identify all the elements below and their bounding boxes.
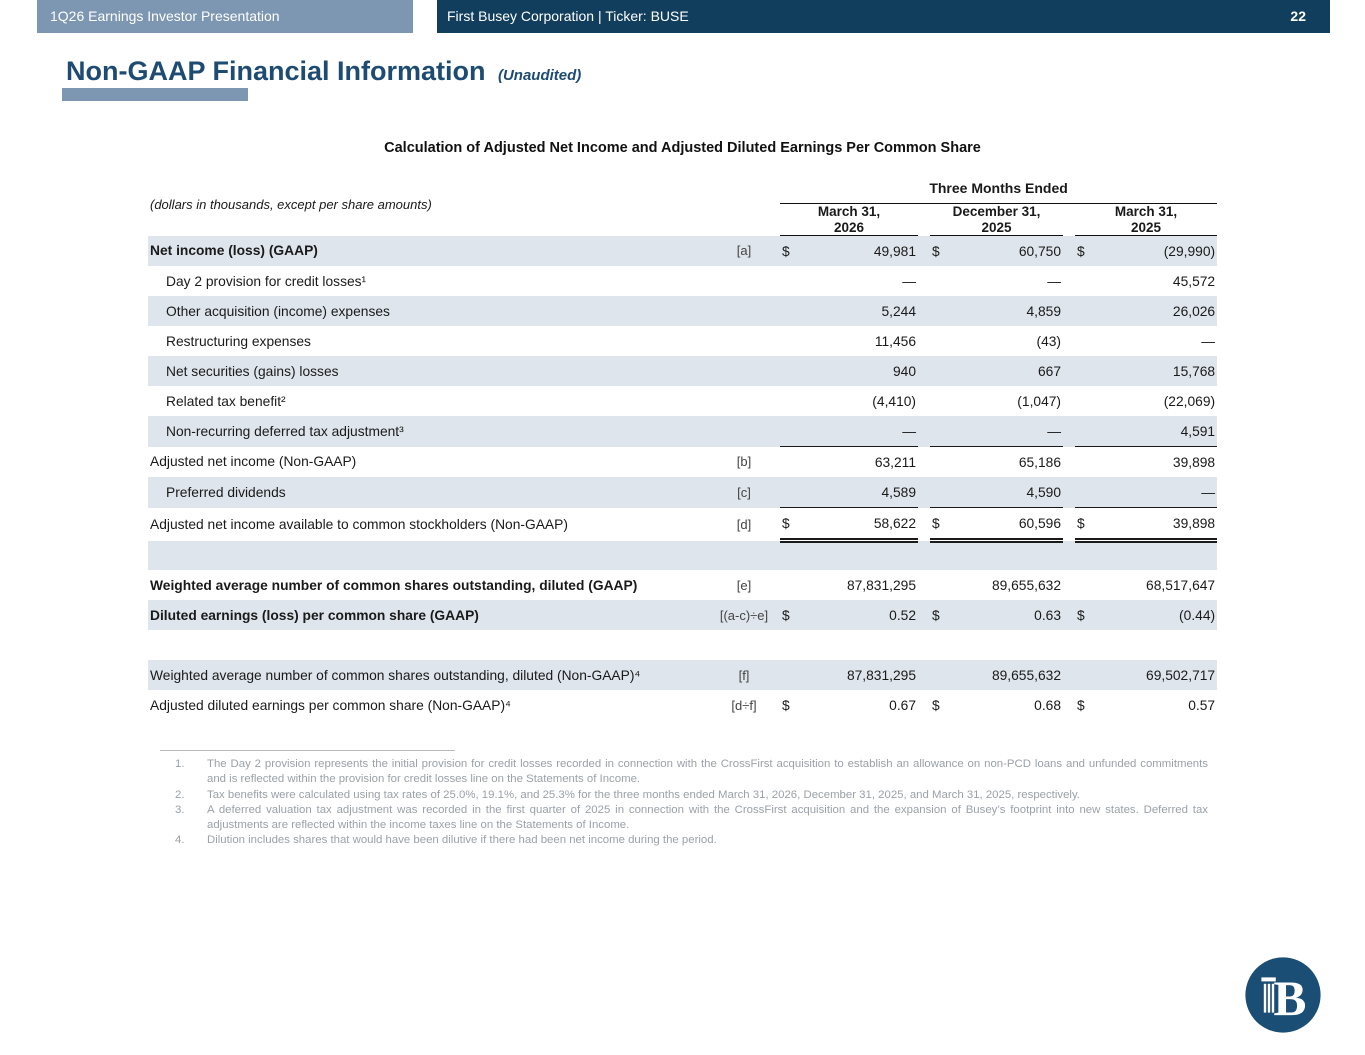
footnote-text: Dilution includes shares that would have been dilutive if there had been net income during the period. xyxy=(207,834,717,847)
cell-value: 39,898 xyxy=(1107,508,1217,541)
row-label: Weighted average number of common shares outstanding, diluted (Non-GAAP)⁴ xyxy=(150,667,641,683)
row-ref: [e] xyxy=(736,577,752,593)
dollar-sign: $ xyxy=(782,697,790,713)
cell-value: 58,622 xyxy=(812,508,918,541)
cell-value: (4,410) xyxy=(872,393,917,409)
cell-value: 45,572 xyxy=(1172,273,1216,289)
row-label: Non-recurring deferred tax adjustment³ xyxy=(166,423,404,439)
footnote-number: 2. xyxy=(175,788,185,801)
table-row xyxy=(148,690,1217,720)
table-row xyxy=(148,386,1217,416)
cell-value: 15,768 xyxy=(1172,363,1216,379)
cell-value: 5,244 xyxy=(881,303,917,319)
cell-value: 0.52 xyxy=(889,607,917,623)
dollar-sign: $ xyxy=(932,607,940,623)
logo-letter: B xyxy=(1273,971,1307,1026)
table-row xyxy=(148,447,1217,478)
footnote-3 xyxy=(160,803,1208,834)
footnote-text: A deferred valuation tax adjustment was recorded in the first quarter of 2025 in connection with the CrossFirst acquisition and the expansion of Busey’s footprint into new states. Deferred tax adjustments are reflected within the income taxes line on the Statements of Income. xyxy=(207,803,1208,832)
table-row xyxy=(148,600,1217,630)
row-label: Related tax benefit² xyxy=(166,393,286,409)
table-row xyxy=(148,266,1217,296)
row-label: Net income (loss) (GAAP) xyxy=(150,243,318,259)
cell-value: — xyxy=(902,273,917,289)
period-1-line2: 2026 xyxy=(833,219,865,235)
dollar-sign: $ xyxy=(1077,607,1085,623)
footnotes-section xyxy=(160,750,1208,849)
title-accent-bar xyxy=(62,88,248,101)
table-row xyxy=(148,416,1217,447)
dollar-sign: $ xyxy=(782,243,790,259)
presentation-tab-label: 1Q26 Earnings Investor Presentation xyxy=(50,8,280,24)
cell-value: (43) xyxy=(1036,333,1062,349)
footnote-number: 3. xyxy=(175,803,185,816)
table-row xyxy=(148,296,1217,326)
dollar-sign: $ xyxy=(782,607,790,623)
cell-value: 49,981 xyxy=(873,243,917,259)
busey-logo xyxy=(1243,955,1323,1035)
presentation-tab xyxy=(37,0,413,33)
cell-value: (1,047) xyxy=(1017,393,1062,409)
cell-value: (29,990) xyxy=(1163,243,1216,259)
cell-value: 87,831,295 xyxy=(846,667,917,683)
cell-value: 11,456 xyxy=(874,333,917,349)
column-header-period-1 xyxy=(780,204,918,236)
dollar-sign: $ xyxy=(1077,243,1085,259)
cell-value: 4,589 xyxy=(812,477,918,508)
dollar-sign: $ xyxy=(932,243,940,259)
row-label: Adjusted net income (Non-GAAP) xyxy=(150,454,357,470)
footnote-number: 1. xyxy=(175,758,185,770)
table-row xyxy=(148,660,1217,690)
row-label: Adjusted net income available to common stockholders (Non-GAAP) xyxy=(150,516,568,532)
column-gap xyxy=(918,204,930,236)
cell-value: — xyxy=(1047,273,1062,289)
period-group-header: Three Months Ended xyxy=(780,173,1217,204)
table-row xyxy=(148,570,1217,600)
units-note: (dollars in thousands, except per share amounts) xyxy=(150,196,432,212)
footnote-number: 4. xyxy=(175,834,185,847)
cell-value: — xyxy=(1201,333,1216,349)
row-ref: [(a-c)÷e] xyxy=(719,607,769,623)
period-1-line1: March 31, xyxy=(817,204,881,219)
table-header-group-row xyxy=(148,173,1217,204)
slide-title-main: Non-GAAP Financial Information xyxy=(66,56,486,86)
cell-value: 68,517,647 xyxy=(1146,577,1216,593)
period-3-line1: March 31, xyxy=(1114,204,1178,219)
period-3-line2: 2025 xyxy=(1131,219,1162,235)
cell-value: 63,211 xyxy=(874,454,917,470)
cell-value: (0.44) xyxy=(1179,607,1216,623)
row-label: Preferred dividends xyxy=(166,484,286,500)
table-row xyxy=(148,508,1217,541)
table-row xyxy=(148,326,1217,356)
dollar-sign: $ xyxy=(780,508,812,541)
page-number: 22 xyxy=(1290,8,1306,24)
table-row xyxy=(148,356,1217,386)
dollar-sign: $ xyxy=(1077,697,1085,713)
row-label: Other acquisition (income) expenses xyxy=(166,303,390,319)
table-row xyxy=(148,236,1217,267)
row-ref: [d] xyxy=(736,516,752,532)
slide-title-suffix: (Unaudited) xyxy=(497,67,582,84)
cell-value: — xyxy=(1107,477,1217,508)
non-gaap-table xyxy=(148,173,1217,720)
column-header-period-2 xyxy=(930,204,1063,236)
cell-value: 4,859 xyxy=(1026,303,1062,319)
header-bar xyxy=(437,0,1330,33)
cell-value: 0.57 xyxy=(1188,697,1216,713)
period-2-line2: 2025 xyxy=(981,219,1012,235)
cell-value: 87,831,295 xyxy=(846,577,917,593)
row-ref: [d÷f] xyxy=(731,697,757,713)
row-label: Restructuring expenses xyxy=(166,333,311,349)
slide-title xyxy=(66,56,581,87)
footnote-text: Tax benefits were calculated using tax rates of 25.0%, 19.1%, and 25.3% for the three months ended March 31, 2026, December 31, 2025, and March 31, 2025, respectively. xyxy=(207,788,1080,801)
footnote-1 xyxy=(160,757,1208,788)
table-caption: Calculation of Adjusted Net Income and Adjusted Diluted Earnings Per Common Share xyxy=(384,140,981,156)
spacer-row xyxy=(148,541,1217,571)
column-gap xyxy=(1063,204,1075,236)
footnote-4 xyxy=(160,833,1208,848)
footnote-divider xyxy=(160,750,455,751)
cell-value: — xyxy=(962,416,1063,447)
cell-value: 26,026 xyxy=(1172,303,1216,319)
cell-value: 39,898 xyxy=(1172,454,1216,470)
cell-value: 4,591 xyxy=(1107,416,1217,447)
busey-logo-icon xyxy=(1243,955,1323,1035)
row-ref: [c] xyxy=(737,484,751,500)
row-ref: [a] xyxy=(736,243,752,259)
cell-value: 60,596 xyxy=(962,508,1063,541)
row-ref: [f] xyxy=(738,667,750,683)
row-label: Diluted earnings (loss) per common share (GAAP) xyxy=(150,607,479,623)
financial-table-section xyxy=(148,140,1217,720)
dollar-sign: $ xyxy=(930,508,962,541)
cell-value: 60,750 xyxy=(1018,243,1062,259)
cell-value: 0.67 xyxy=(889,697,917,713)
cell-value: 4,590 xyxy=(962,477,1063,508)
cell-value: 667 xyxy=(1037,363,1062,379)
column-header-period-3 xyxy=(1075,204,1217,236)
spacer-row xyxy=(148,630,1217,660)
footnote-text: The Day 2 provision represents the initial provision for credit losses recorded in connection with the CrossFirst acquisition to establish an allowance on non-PCD loans and unfunded commitments and is reflected within the provision for credit losses line on the Statements of Income. xyxy=(207,758,1208,786)
dollar-sign: $ xyxy=(932,697,940,713)
cell-value: — xyxy=(812,416,918,447)
row-ref: [b] xyxy=(736,454,752,470)
footnote-2 xyxy=(160,788,1208,803)
row-label: Day 2 provision for credit losses¹ xyxy=(166,273,367,289)
cell-value: 940 xyxy=(892,363,917,379)
cell-value: 65,186 xyxy=(1018,454,1062,470)
row-label: Weighted average number of common shares outstanding, diluted (GAAP) xyxy=(150,577,638,593)
cell-value: 0.63 xyxy=(1034,607,1062,623)
dollar-sign: $ xyxy=(1075,508,1107,541)
table-row xyxy=(148,477,1217,508)
row-label: Net securities (gains) losses xyxy=(166,363,339,379)
cell-value: 0.68 xyxy=(1034,697,1062,713)
cell-value: (22,069) xyxy=(1163,393,1216,409)
row-label: Adjusted diluted earnings per common share (Non-GAAP)⁴ xyxy=(150,697,511,713)
company-ticker-label: First Busey Corporation | Ticker: BUSE xyxy=(447,8,689,24)
cell-value: 89,655,632 xyxy=(991,667,1062,683)
period-2-line1: December 31, xyxy=(952,204,1041,219)
cell-value: 89,655,632 xyxy=(991,577,1062,593)
cell-value: 69,502,717 xyxy=(1146,667,1216,683)
